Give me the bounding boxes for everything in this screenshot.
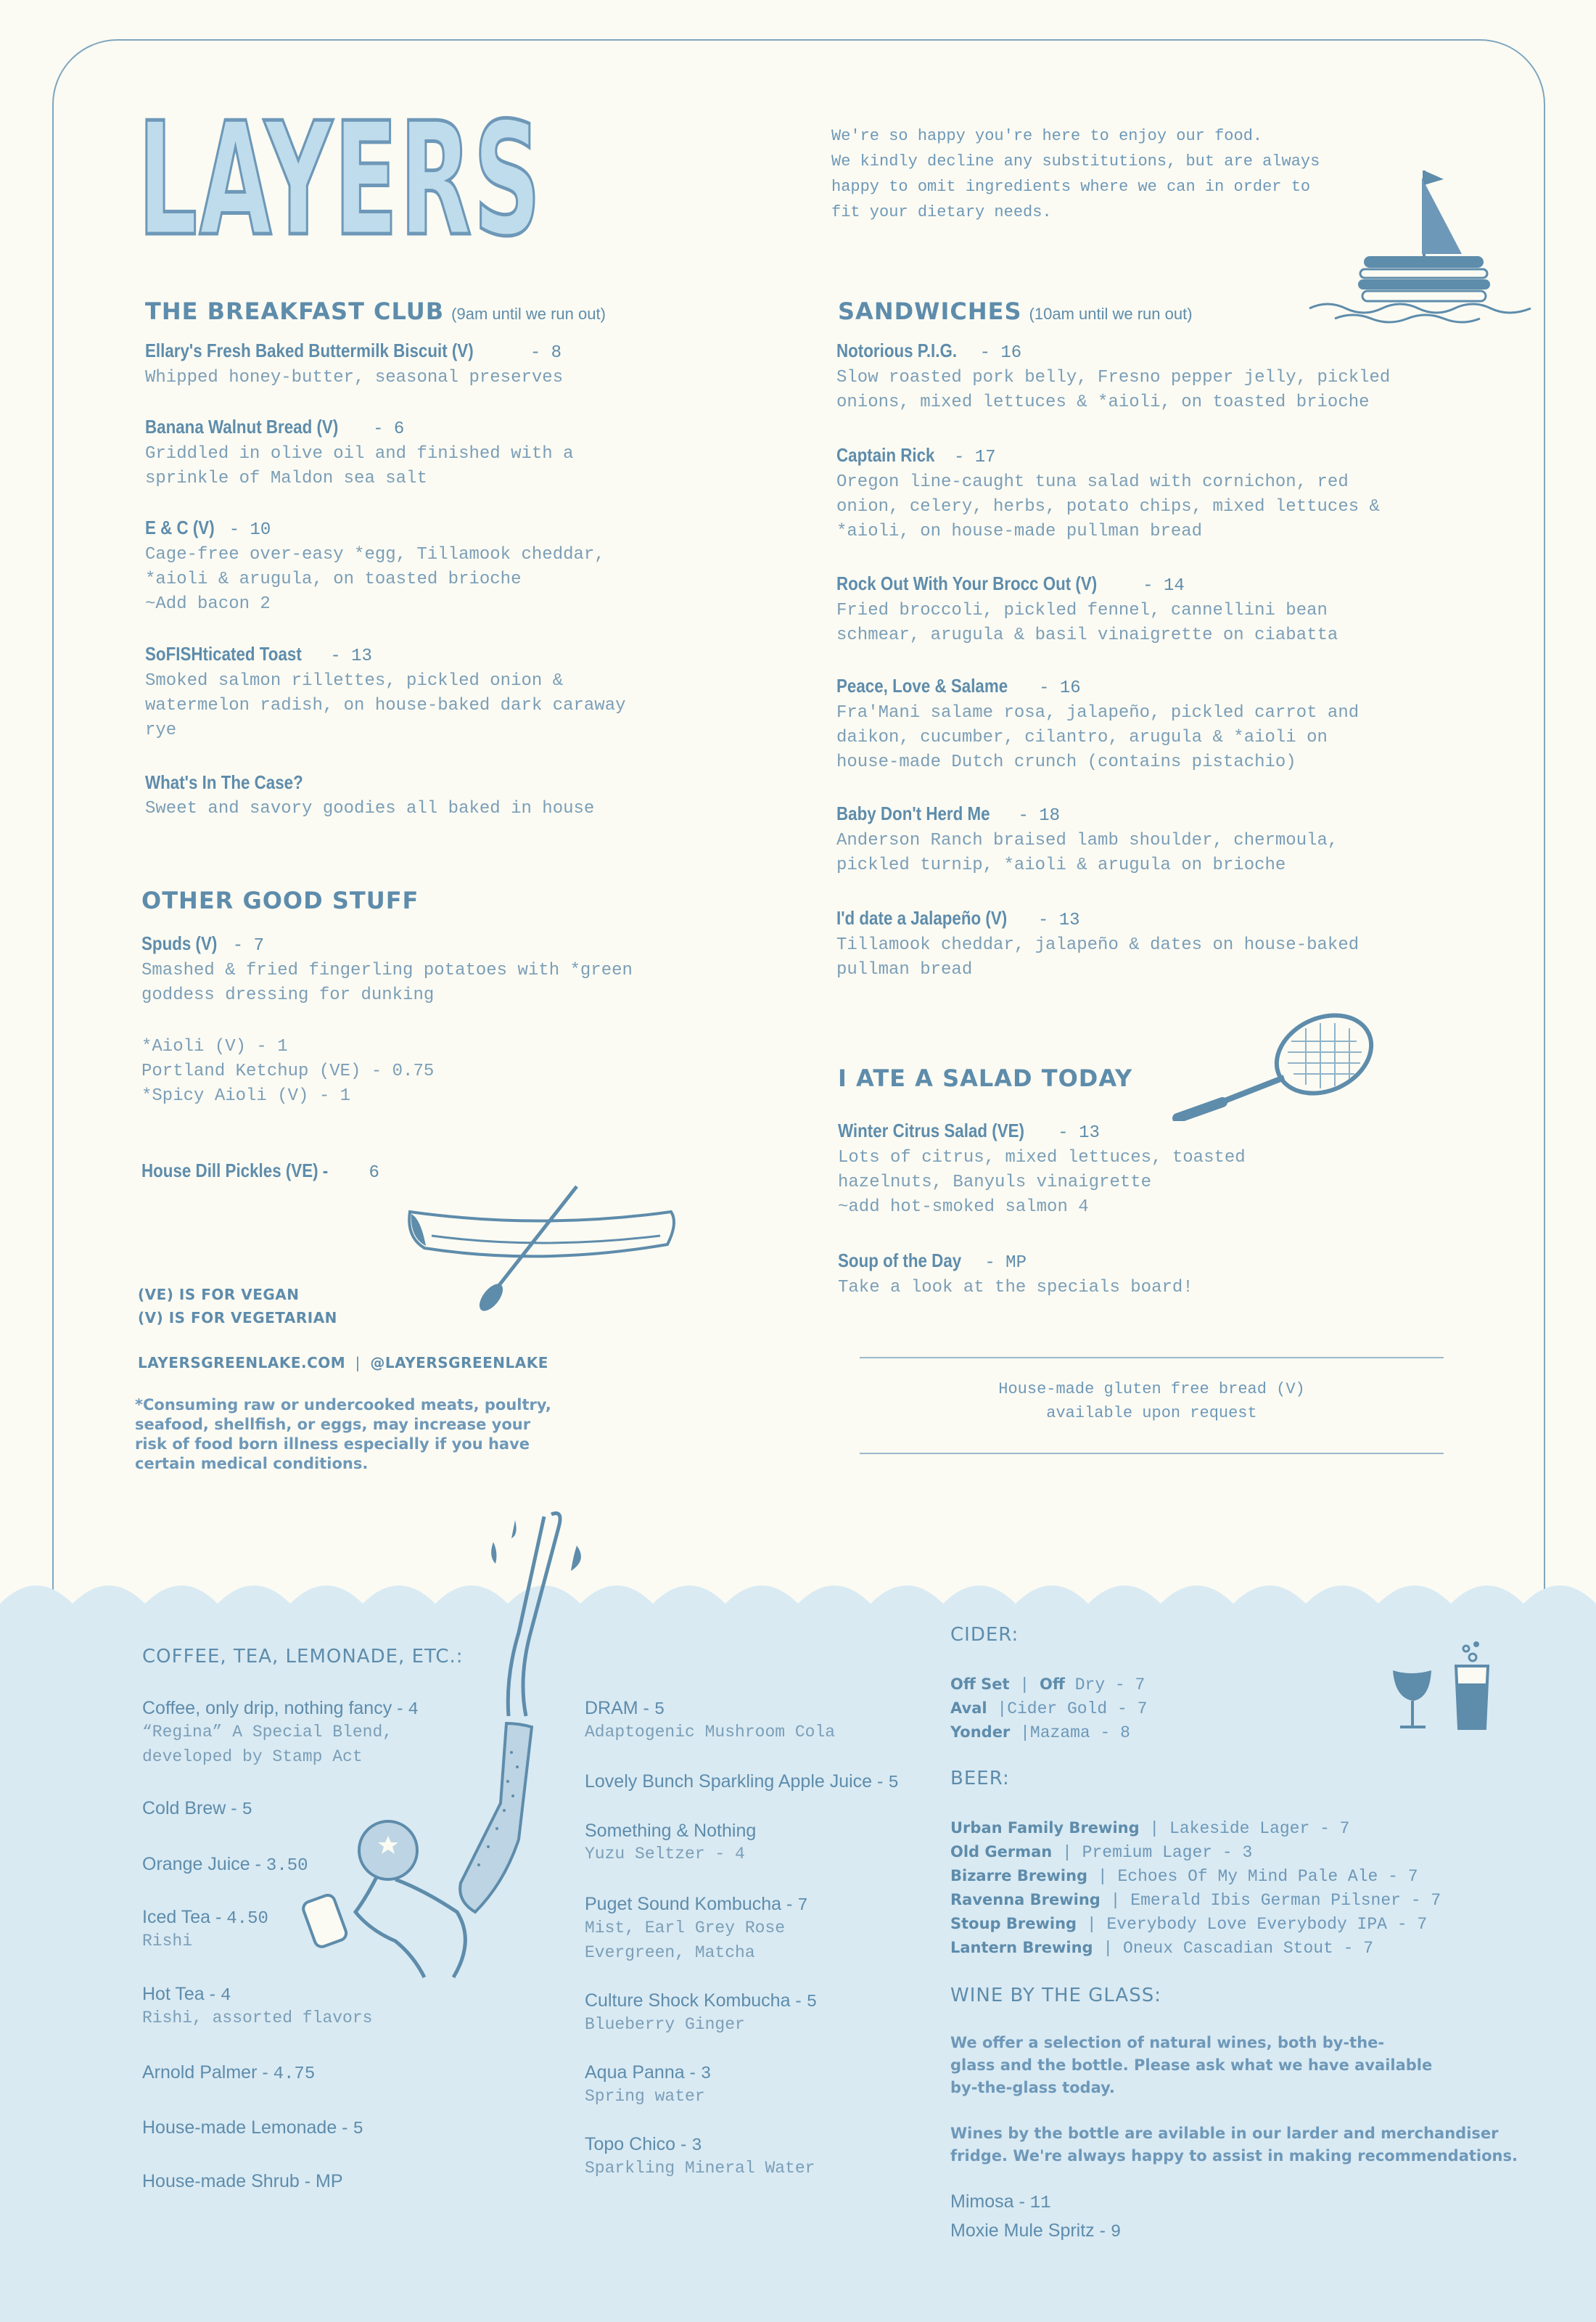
drink-price: 4.75: [273, 2064, 316, 2084]
item-name: SoFISHticated Toast: [145, 643, 302, 665]
cider-item: [950, 1720, 1147, 1744]
drink-name: Lovely Bunch Sparkling Apple Juice -: [585, 1771, 889, 1792]
cider-maker: Aval: [950, 1699, 987, 1717]
drink-name: Mimosa -: [950, 2191, 1030, 2212]
menu-item: [145, 771, 594, 821]
beer-maker: Ravenna Brewing: [950, 1891, 1101, 1908]
item-price: - 18: [1018, 806, 1061, 826]
beer-maker: Lantern Brewing: [950, 1939, 1093, 1956]
disclaimer-line: certain medical conditions.: [135, 1455, 369, 1472]
item-price: - 13: [1058, 1123, 1100, 1143]
item-description: Slow roasted pork belly, Fresno pepper jelly, pickled onions, mixed lettuces & *aioli, on toasted brioche: [836, 368, 1391, 412]
drink-item: [142, 1798, 252, 1820]
menu-item: [836, 340, 1390, 415]
item-description: Tillamook cheddar, jalapeño & dates on house-baked pullman bread: [836, 935, 1360, 980]
beer-name: Oneux Cascadian Stout - 7: [1123, 1939, 1374, 1958]
wine-line: by-the-glass today.: [950, 2079, 1115, 2096]
drink-item: [585, 1894, 808, 1965]
section-subtitle: (10am until we run out): [1029, 305, 1193, 323]
cider-name: Cider Gold - 7: [1007, 1699, 1148, 1718]
item-name: Banana Walnut Bread (V): [145, 416, 339, 438]
item-name: Ellary's Fresh Baked Buttermilk Biscuit (V): [145, 340, 474, 361]
drink-price: 3: [691, 2136, 702, 2156]
contact-line: [138, 1354, 548, 1371]
beer-list: [950, 1816, 1441, 1960]
drink-price: 11: [1029, 2194, 1051, 2213]
drink-name: Hot Tea -: [142, 1984, 221, 2004]
item-name: I'd date a Jalapeño (V): [836, 907, 1008, 929]
drink-name: Orange Juice -: [142, 1854, 266, 1874]
drink-item: [585, 2062, 711, 2109]
beer-maker: Urban Family Brewing: [950, 1819, 1140, 1837]
drink-item: [142, 1907, 268, 1953]
wine-line: Wines by the bottle are avilable in our larder and merchandiser: [950, 2125, 1499, 2142]
item-description: Oregon line-caught tuna salad with cornichon, red onion, celery, herbs, potato chips, mixed lettuces & *aioli, on house-made pullman bread: [836, 472, 1380, 541]
item-price: 6: [358, 1163, 379, 1183]
drink-name: Cold Brew -: [142, 1798, 242, 1818]
salad-heading: I ATE A SALAD TODAY: [838, 1064, 1133, 1092]
drink-item: [142, 2062, 315, 2084]
wine-line: fridge. We're always happy to assist in making recommendations.: [950, 2147, 1518, 2165]
drink-price: 5: [888, 1773, 899, 1793]
beer-heading: BEER:: [950, 1768, 1010, 1789]
note-line: House-made gluten free bread (V): [998, 1380, 1305, 1398]
item-price: - 14: [1143, 576, 1185, 596]
menu-item: [838, 1120, 1246, 1220]
divider: [860, 1453, 1444, 1454]
drink-description: “Regina” A Special Blend, developed by Stamp Act: [142, 1723, 393, 1766]
disclaimer-line: seafood, shellfish, or eggs, may increase your: [135, 1416, 531, 1433]
item-name: E & C (V): [145, 517, 215, 538]
menu-item: [836, 444, 1380, 544]
intro-line: happy to omit ingredients where we can in order to: [831, 178, 1311, 196]
food-safety-disclaimer: [135, 1395, 551, 1474]
menu-item: [141, 1160, 379, 1183]
wine-line: glass and the bottle. Please ask what we have available: [950, 2056, 1433, 2074]
beer-name: Lakeside Lager - 7: [1169, 1819, 1350, 1838]
drink-description: Yuzu Seltzer - 4: [585, 1845, 745, 1863]
item-name: Captain Rick: [836, 444, 935, 466]
menu-item: [836, 803, 1338, 878]
cider-heading: CIDER:: [950, 1624, 1019, 1646]
drink-price: 4.50: [226, 1909, 268, 1929]
wine-description: [950, 2032, 1432, 2099]
beer-name: Emerald Ibis German Pilsner - 7: [1130, 1891, 1441, 1910]
beer-name: Echoes Of My Mind Pale Ale - 7: [1117, 1867, 1418, 1886]
cocktail-glass-icon: [1389, 1640, 1491, 1734]
cider-maker: Yonder: [950, 1723, 1011, 1741]
drink-price: 5: [654, 1700, 665, 1720]
item-price: - 16: [979, 343, 1022, 363]
item-description: Fried broccoli, pickled fennel, cannellini bean schmear, arugula & basil vinaigrette on ciabatta: [836, 601, 1338, 645]
social-handle[interactable]: @LAYERSGREENLAKE: [370, 1354, 548, 1371]
sandwiches-heading: [838, 298, 1193, 325]
menu-item: [838, 1250, 1193, 1300]
menu-item: [145, 643, 626, 743]
drink-name: Iced Tea -: [142, 1907, 227, 1927]
separator: |: [1020, 1723, 1030, 1742]
drink-description: Rishi, assorted flavors: [142, 2009, 373, 2027]
item-name: House Dill Pickles (VE) -: [141, 1160, 329, 1181]
item-description: Fra'Mani salame rosa, jalapeño, pickled carrot and daikon, cucumber, cilantro, arugula & *aioli on house-made Dutch crunch (contains pistachio): [836, 703, 1360, 772]
cider-name: Mazama - 8: [1029, 1723, 1130, 1742]
item-price: - 10: [229, 520, 271, 540]
drink-price: 5: [353, 2120, 363, 2139]
logo: LAYERS: [138, 89, 543, 271]
drink-name: House-made Lemonade -: [142, 2117, 353, 2138]
other-heading: OTHER GOOD STUFF: [141, 887, 419, 914]
menu-item: [145, 340, 563, 390]
drink-item: [142, 2117, 363, 2139]
item-name: Peace, Love & Salame: [836, 675, 1008, 697]
gluten-free-note: [860, 1377, 1444, 1425]
item-name: Winter Citrus Salad (VE): [838, 1120, 1024, 1141]
drink-price: 4: [408, 1700, 419, 1720]
item-name: Rock Out With Your Brocc Out (V): [836, 573, 1098, 594]
wine-line: We offer a selection of natural wines, both by-the-: [950, 2034, 1385, 2051]
drink-item: [585, 1990, 817, 2037]
drink-price: 7: [797, 1896, 808, 1916]
item-price: - 13: [1037, 911, 1080, 930]
contact-separator: |: [355, 1354, 361, 1371]
drink-price: 5: [806, 1993, 818, 2012]
wave-border: [0, 1575, 1596, 1633]
beer-item: Ravenna Brewing | Emerald Ibis German Pilsner - 7: [950, 1891, 1441, 1910]
drink-price: 3: [700, 2064, 712, 2084]
breakfast-heading: [145, 298, 606, 325]
item-description: Smashed & fried fingerling potatoes with *green goddess dressing for dunking: [141, 961, 633, 1005]
drink-name: Moxie Mule Spritz -: [950, 2220, 1111, 2241]
drink-item: [585, 1698, 835, 1744]
drink-name: Coffee, only drip, nothing fancy -: [142, 1698, 408, 1718]
drink-description: Mist, Earl Grey Rose Evergreen, Matcha: [585, 1919, 786, 1962]
item-description: Sweet and savory goodies all baked in house: [145, 799, 595, 819]
drink-name: Something & Nothing: [585, 1821, 757, 1841]
drink-item: [585, 1771, 899, 1793]
drink-description: Spring water: [585, 2087, 705, 2106]
item-description: Griddled in olive oil and finished with a sprinkle of Maldon sea salt: [145, 444, 574, 488]
disclaimer-line: *Consuming raw or undercooked meats, poultry,: [135, 1396, 551, 1414]
drink-price: 5: [242, 1800, 252, 1820]
menu-item: [145, 517, 605, 617]
drink-description: Blueberry Ginger: [585, 2015, 745, 2034]
item-name: Spuds (V): [141, 932, 218, 954]
note-line: available upon request: [1046, 1404, 1257, 1422]
item-price: - 17: [953, 448, 996, 467]
drink-name: Topo Chico -: [585, 2134, 692, 2154]
menu-item: [145, 416, 574, 491]
item-description: Anderson Ranch braised lamb shoulder, chermoula, pickled turnip, *aioli & arugula on brioche: [836, 831, 1338, 875]
intro-line: We kindly decline any substitutions, but are always: [831, 152, 1320, 171]
coffee-heading: COFFEE, TEA, LEMONADE, ETC.:: [142, 1646, 464, 1667]
beer-item: Lantern Brewing | Oneux Cascadian Stout - 7: [950, 1939, 1374, 1958]
cider-maker: Off: [1040, 1675, 1065, 1693]
beer-item: Urban Family Brewing | Lakeside Lager - 7: [950, 1819, 1350, 1838]
drink-name: Puget Sound Kombucha -: [585, 1894, 798, 1914]
menu-item: [836, 675, 1359, 775]
item-name: Notorious P.I.G.: [836, 340, 958, 361]
item-price: - 7: [232, 936, 265, 956]
cider-item: [950, 1673, 1147, 1697]
drink-name: DRAM -: [585, 1698, 654, 1718]
drink-name: House-made Shrub - MP: [142, 2171, 343, 2191]
wine-bottle-note: [950, 2122, 1518, 2167]
item-name: Soup of the Day: [838, 1250, 962, 1271]
vegan-legend: (VE) IS FOR VEGAN: [138, 1286, 300, 1303]
item-price: - 16: [1039, 678, 1081, 698]
intro-line: We're so happy you're here to enjoy our food.: [831, 127, 1263, 145]
cider-name: Dry - 7: [1064, 1675, 1145, 1694]
beer-item: Old German | Premium Lager - 3: [950, 1843, 1253, 1862]
drink-name: Arnold Palmer -: [142, 2062, 273, 2083]
beer-name: Everybody Love Everybody IPA - 7: [1106, 1915, 1428, 1934]
drink-price: 9: [1110, 2223, 1122, 2242]
beer-maker: Old German: [950, 1843, 1053, 1861]
beer-maker: Stoup Brewing: [950, 1915, 1077, 1932]
drink-price: 4: [220, 1986, 231, 2006]
drink-description: Sparkling Mineral Water: [585, 2159, 815, 2178]
item-description: Lots of citrus, mixed lettuces, toasted hazelnuts, Banyuls vinaigrette ~add hot-smoked salmon 4: [838, 1148, 1246, 1217]
drink-item: [142, 1854, 308, 1876]
beer-item: Bizarre Brewing | Echoes Of My Mind Pale Ale - 7: [950, 1867, 1418, 1886]
menu-item: [141, 932, 633, 1008]
cider-list: [950, 1673, 1147, 1744]
item-description: Whipped honey-butter, seasonal preserves: [145, 368, 564, 387]
item-price: - 6: [373, 419, 405, 439]
item-name: What's In The Case?: [145, 771, 303, 793]
section-subtitle: (9am until we run out): [451, 305, 606, 323]
drink-price: 3.50: [266, 1856, 308, 1876]
separator: |: [997, 1699, 1008, 1718]
item-price: - MP: [984, 1253, 1027, 1273]
cider-maker: Off Set: [950, 1675, 1010, 1693]
drink-item: [142, 2171, 343, 2192]
intro-text: [831, 123, 1320, 225]
beer-maker: Bizarre Brewing: [950, 1867, 1088, 1884]
vegetarian-legend: (V) IS FOR VEGETARIAN: [138, 1309, 337, 1326]
drink-name: Aqua Panna -: [585, 2062, 701, 2083]
item-name: Baby Don't Herd Me: [836, 803, 990, 824]
drink-name: Culture Shock Kombucha -: [585, 1990, 807, 2011]
item-description: Take a look at the specials board!: [838, 1278, 1193, 1297]
item-price: - 13: [330, 647, 372, 666]
menu-item: [836, 573, 1338, 648]
canoe-icon: [403, 1179, 682, 1317]
cider-item: [950, 1697, 1147, 1720]
disclaimer-line: risk of food born illness especially if you have: [135, 1435, 530, 1453]
intro-line: fit your dietary needs.: [831, 203, 1052, 221]
beer-item: Stoup Brewing | Everybody Love Everybody IPA - 7: [950, 1915, 1428, 1934]
sailboat-sandwich-icon: [1306, 163, 1538, 330]
item-price: - 8: [530, 343, 562, 363]
drink-item: [142, 1984, 372, 2030]
section-title: SANDWICHES: [838, 298, 1022, 325]
drink-item: [585, 1821, 756, 1866]
sauces-list: *Aioli (V) - 1 Portland Ketchup (VE) - 0.75 *Spicy Aioli (V) - 1: [141, 1037, 435, 1106]
drink-item: [950, 2191, 1051, 2213]
separator: |: [1019, 1675, 1030, 1694]
drink-description: Rishi: [142, 1932, 193, 1950]
drink-item: [585, 2134, 815, 2181]
drink-item: [950, 2220, 1121, 2242]
section-title: THE BREAKFAST CLUB: [145, 298, 445, 325]
beer-name: Premium Lager - 3: [1082, 1843, 1253, 1862]
divider: [860, 1357, 1444, 1358]
tennis-racket-icon: [1172, 1012, 1382, 1121]
website-link[interactable]: LAYERSGREENLAKE.COM: [138, 1354, 346, 1371]
item-description: Smoked salmon rillettes, pickled onion & watermelon radish, on house-baked dark caraway rye: [145, 671, 626, 740]
item-description: Cage-free over-easy *egg, Tillamook cheddar, *aioli & arugula, on toasted brioche ~Add bacon 2: [145, 545, 605, 614]
drink-description: Adaptogenic Mushroom Cola: [585, 1723, 836, 1742]
wine-heading: WINE BY THE GLASS:: [950, 1985, 1161, 2006]
menu-item: [836, 907, 1359, 982]
drink-item: [142, 1698, 419, 1769]
